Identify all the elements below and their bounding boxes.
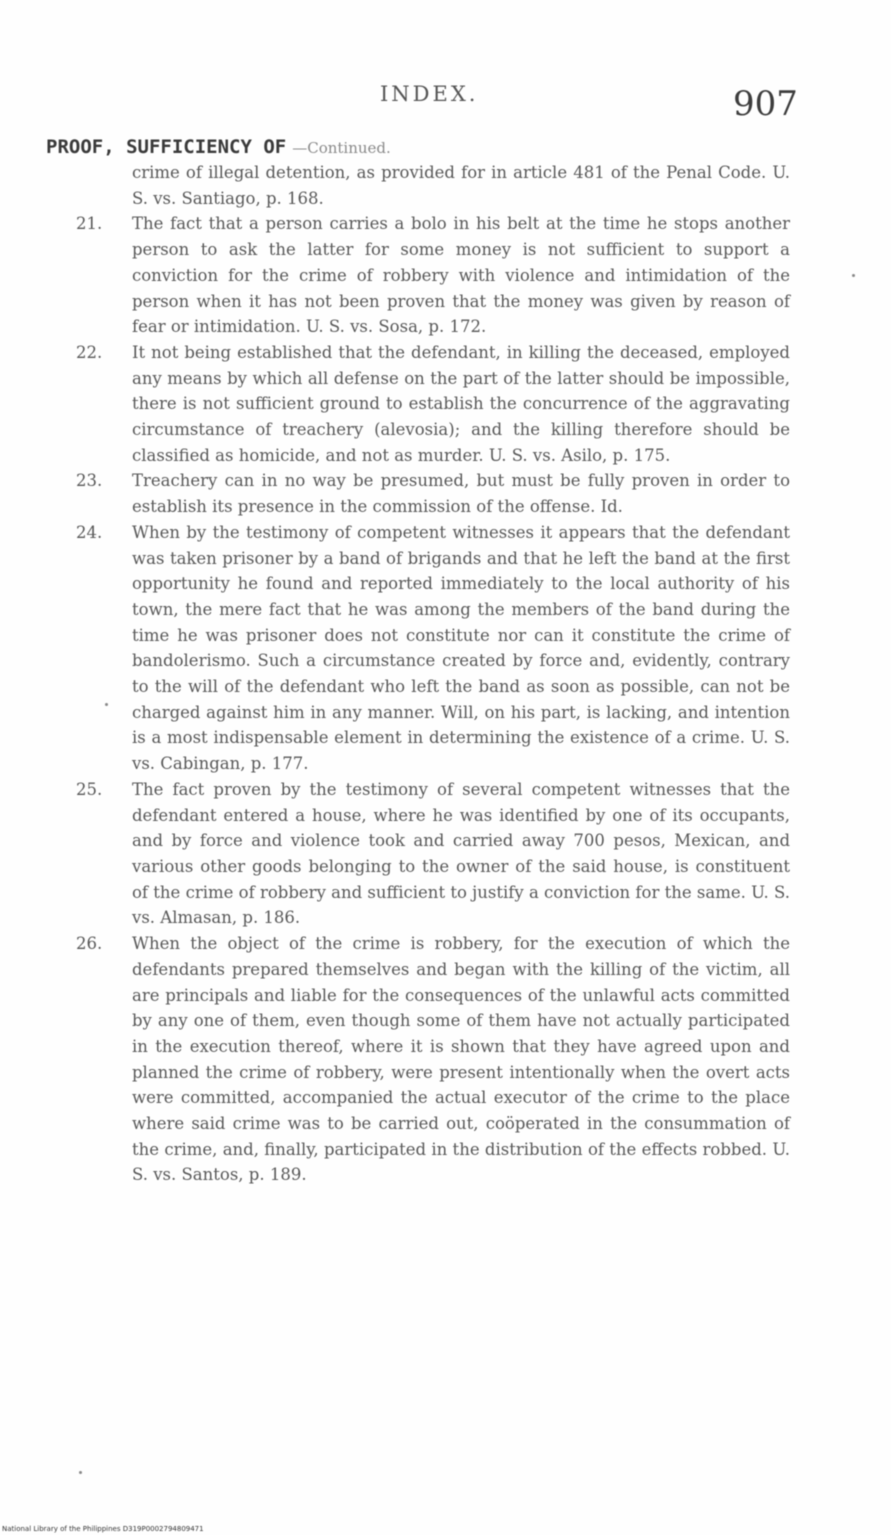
entry-text: When the object of the crime is robbery, for the execution of which the defendants prepared themselves and began with the killing of the victim, all are principals and liable for the consequences of the unlawful acts committed by any one of them, even though some of them have not actually participated in the execution thereof, where it is shown that they have agreed upon and planned the crime of robbery, were present intentionally when the overt acts were committed, accompanied the actual executor of the crime to the place where said crime was to be carried out, coöperated in the consummation of the crime, and, finally, participated in the distribution of the effects robbed. U. S. vs. Santos, p. 189. bbox=[132, 934, 790, 1185]
index-entry-23 bbox=[76, 468, 790, 519]
index-entry-22 bbox=[76, 340, 790, 469]
index-entry-24 bbox=[76, 520, 790, 777]
index-entry-21 bbox=[76, 211, 790, 340]
scan-credit: National Library of the Philippines D319P0002794809471 bbox=[2, 1525, 204, 1533]
entry-number: 21. bbox=[76, 214, 103, 234]
entry-text: Treachery can in no way be presumed, but must be fully proven in order to establish its presence in the commission of the offense. Id. bbox=[132, 471, 790, 517]
entry-number: 26. bbox=[76, 934, 103, 954]
entry-text: The fact proven by the testimony of several competent witnesses that the defendant entered a house, where he was identified by one of its occupants, and by force and violence took and carried away 700 pesos, Mexican, and various other goods belonging to the owner of the said house, is constituent of the crime of robbery and sufficient to justify a conviction for the same. U. S. vs. Almasan, p. 186. bbox=[132, 779, 790, 928]
index-entries bbox=[76, 160, 790, 1188]
continuation-text: crime of illegal detention, as provided for in article 481 of the Penal Code. U. S. vs. Santiago, p. 168. bbox=[132, 163, 790, 208]
entry-number: 25. bbox=[76, 779, 103, 799]
section-heading bbox=[46, 136, 391, 158]
entry-number: 24. bbox=[76, 522, 103, 542]
entry-text: When by the testimony of competent witnesses it appears that the defendant was taken prisoner by a band of brigands and that he left the band at the first opportunity he found and reported immediately to the local authority of his town, the mere fact that he was among the members of the band during the time he was prisoner does not constitute nor can it constitute the crime of bandolerismo. Such a circumstance created by force and, evidently, contrary to the will of the defendant who left the band as soon as possible, can not be charged against him in any manner. Will, on his part, is lacking, and intention is a most indispensable element in determining the existence of a crime. U. S. vs. Cabingan, p. 177. bbox=[132, 522, 790, 774]
entry-text: The fact that a person carries a bolo in his belt at the time he stops another person to ask the latter for some money is not sufficient to support a conviction for the crime of robbery with violence and intimidation of the person when it has not been proven that the money was given by reason of fear or intimidation. U. S. vs. Sosa, p. 172. bbox=[132, 214, 790, 337]
scan-speck bbox=[105, 703, 108, 706]
index-entry-25 bbox=[76, 777, 790, 931]
scan-speck bbox=[79, 1471, 82, 1474]
entry-number: 22. bbox=[76, 342, 103, 362]
entry-text: It not being established that the defendant, in killing the deceased, employed any means by which all defense on the part of the latter should be impossible, there is not sufficient ground to establish the concurrence of the aggravating circumstance of treachery (alevosia); and the killing therefore should be classified as homicide, and not as murder. U. S. vs. Asilo, p. 175. bbox=[132, 342, 790, 465]
section-title: PROOF, SUFFICIENCY OF bbox=[46, 136, 287, 158]
scan-speck bbox=[852, 274, 855, 277]
running-head: INDEX. bbox=[380, 82, 479, 106]
index-entry-26 bbox=[76, 931, 790, 1188]
page-number: 907 bbox=[733, 84, 798, 124]
continued-label: —Continued. bbox=[292, 139, 391, 157]
entry-number: 23. bbox=[76, 471, 103, 491]
